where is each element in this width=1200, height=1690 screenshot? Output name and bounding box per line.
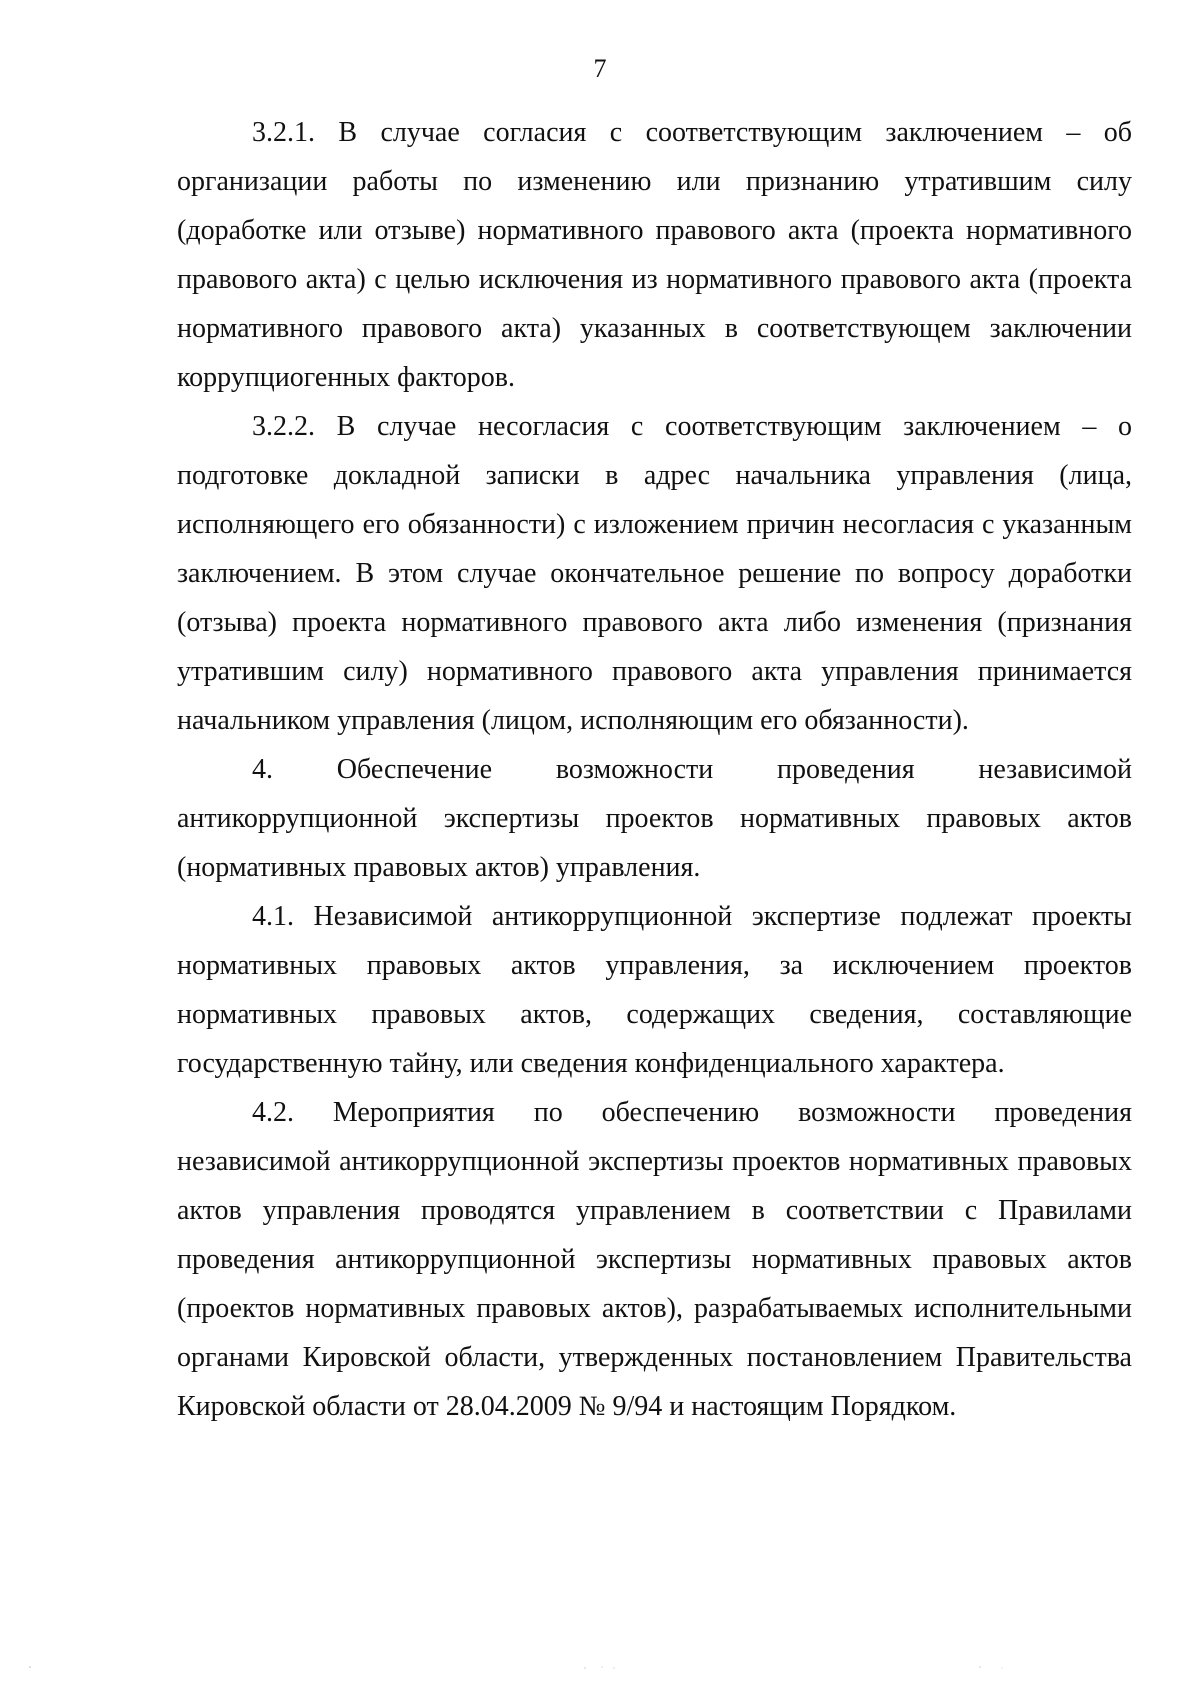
paragraph-4-2: 4.2. Мероприятия по обеспечению возможности проведения независимой антикоррупционной экспертизы проектов нормативных правовых актов управления проводятся управлением в соответствии с Правилами проведения антикоррупционной экспертизы нормативных правовых актов (проектов нормативных правовых актов), разрабатываемых исполнительными органами Кировской области, утвержденных постановлением Правительства Кировской области от 28.04.2009 № 9/94 и настоящим Порядком. xyxy=(177,1097,1132,1422)
paragraph-4-1: 4.1. Независимой антикоррупционной экспертизе подлежат проекты нормативных правовых актов управления, за исключением проектов нормативных правовых актов, содержащих сведения, составляющие государственную тайну, или сведения конфиденциального характера. xyxy=(177,901,1132,1079)
document-body xyxy=(177,108,1132,1431)
paragraph-4: 4. Обеспечение возможности проведения независимой антикоррупционной экспертизы проектов нормативных правовых актов (нормативных правовых актов) управления. xyxy=(177,754,1132,883)
paragraph-3-2-2: 3.2.2. В случае несогласия с соответствующим заключением – о подготовке докладной записки в адрес начальника управления (лица, исполняющего его обязанности) с изложением причин несогласия с указанным заключением. В этом случае окончательное решение по вопросу доработки (отзыва) проекта нормативного правового акта либо изменения (признания утратившим силу) нормативного правового акта управления принимается начальником управления (лицом, исполняющим его обязанности). xyxy=(177,411,1132,736)
paragraph-3-2-1: 3.2.1. В случае согласия с соответствующим заключением – об организации работы по изменению или признанию утратившим силу (доработке или отзыве) нормативного правового акта (проекта нормативного правового акта) с целью исключения из нормативного правового акта (проекта нормативного правового акта) указанных в соответствующем заключении коррупциогенных факторов. xyxy=(177,117,1132,393)
scan-artifact-dots xyxy=(0,1662,1200,1672)
page-number: 7 xyxy=(593,54,607,83)
